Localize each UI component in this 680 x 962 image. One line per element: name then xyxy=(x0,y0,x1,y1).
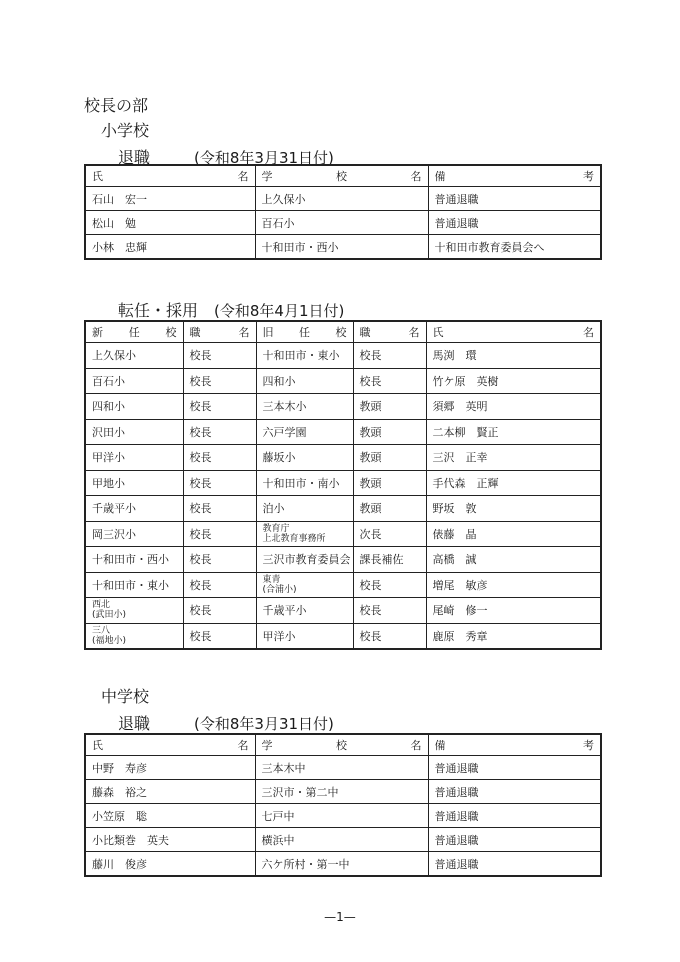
header-char: 備 xyxy=(434,739,446,752)
old-school-cell: 三沢市教育委員会 xyxy=(256,547,353,573)
new-school-cell-main: 西北 xyxy=(92,600,111,611)
heading-elementary-transfer xyxy=(118,298,344,321)
new-school-cell: 十和田市・東小 xyxy=(85,572,183,598)
new-title-cell: 校長 xyxy=(183,394,256,420)
new-title-cell: 校長 xyxy=(183,343,256,369)
school-cell: 六ケ所村・第一中 xyxy=(255,852,428,877)
old-title-cell: 校長 xyxy=(353,343,426,369)
header-char: 名 xyxy=(410,739,422,752)
header-char: 学 xyxy=(261,170,273,183)
table-row xyxy=(85,368,601,394)
table-row xyxy=(85,235,601,260)
new-title-cell: 校長 xyxy=(183,445,256,471)
new-title-cell: 校長 xyxy=(183,419,256,445)
retire-date: (令和8年3月31日付) xyxy=(194,149,334,167)
retire-label: 退職 xyxy=(118,148,151,167)
elementary-retire-table xyxy=(84,164,602,260)
table-row xyxy=(85,623,601,649)
old-school-cell: 三本木小 xyxy=(256,394,353,420)
old-school-cell-sub: (合浦小) xyxy=(262,584,297,595)
table-row xyxy=(85,521,601,547)
table-row xyxy=(85,598,601,624)
table-row xyxy=(85,496,601,522)
header-char: 名 xyxy=(237,739,249,752)
new-title-cell: 校長 xyxy=(183,368,256,394)
header-char: 職 xyxy=(189,326,201,339)
retire-date: (令和8年3月31日付) xyxy=(194,715,334,733)
old-school-cell: 四和小 xyxy=(256,368,353,394)
header-name xyxy=(85,165,255,187)
header-char: 名 xyxy=(238,326,250,339)
header-remarks xyxy=(428,734,601,756)
new-school-cell: 十和田市・西小 xyxy=(85,547,183,573)
new-title-cell: 校長 xyxy=(183,470,256,496)
header-name xyxy=(85,734,255,756)
old-school-cell-sub: 上北教育事務所 xyxy=(262,533,326,544)
remarks-cell: 十和田市教育委員会へ xyxy=(428,235,601,260)
new-school-cell: 沢田小 xyxy=(85,419,183,445)
old-title-cell: 教頭 xyxy=(353,419,426,445)
name-cell: 野坂 敦 xyxy=(426,496,601,522)
new-title-cell: 校長 xyxy=(183,572,256,598)
table-row xyxy=(85,572,601,598)
transfer-date: (令和8年4月1日付) xyxy=(214,302,345,320)
table-row xyxy=(85,828,601,852)
table-header-row xyxy=(85,165,601,187)
header-char: 名 xyxy=(410,170,422,183)
name-cell: 高橋 誠 xyxy=(426,547,601,573)
table-row xyxy=(85,852,601,877)
table-header-row xyxy=(85,734,601,756)
header-char: 任 xyxy=(128,326,140,339)
header-school xyxy=(255,734,428,756)
new-school-cell: 百石小 xyxy=(85,368,183,394)
header-char: 名 xyxy=(237,170,249,183)
header-old-title xyxy=(353,321,426,343)
header-char: 名 xyxy=(583,326,594,339)
new-school-cell: 上久保小 xyxy=(85,343,183,369)
name-cell: 三沢 正幸 xyxy=(426,445,601,471)
transfer-label: 転任・採用 xyxy=(118,301,199,320)
header-char: 校 xyxy=(165,326,177,339)
name-cell: 尾崎 修一 xyxy=(426,598,601,624)
remarks-cell: 普通退職 xyxy=(428,780,601,804)
name-cell: 手代森 正輝 xyxy=(426,470,601,496)
elementary-transfer-table xyxy=(84,320,602,650)
name-cell: 増尾 敏彦 xyxy=(426,572,601,598)
retire-label: 退職 xyxy=(118,714,151,733)
table-row xyxy=(85,547,601,573)
header-old-school xyxy=(256,321,353,343)
old-school-cell: 六戸学園 xyxy=(256,419,353,445)
header-char: 新 xyxy=(92,326,103,339)
old-school-cell xyxy=(256,521,353,547)
old-title-cell: 次長 xyxy=(353,521,426,547)
name-cell: 小林 忠輝 xyxy=(85,235,255,260)
table-row xyxy=(85,343,601,369)
school-cell: 三本木中 xyxy=(255,756,428,780)
old-title-cell: 教頭 xyxy=(353,394,426,420)
old-title-cell: 校長 xyxy=(353,623,426,649)
header-new-school xyxy=(85,321,183,343)
junior-retire-table xyxy=(84,733,602,877)
old-school-cell-main: 東青 xyxy=(262,574,281,585)
table-row xyxy=(85,394,601,420)
header-char: 旧 xyxy=(262,326,274,339)
old-school-cell: 十和田市・東小 xyxy=(256,343,353,369)
table-row xyxy=(85,419,601,445)
old-title-cell: 教頭 xyxy=(353,445,426,471)
old-school-cell: 泊小 xyxy=(256,496,353,522)
header-char: 校 xyxy=(336,739,347,752)
old-title-cell: 校長 xyxy=(353,598,426,624)
header-char: 校 xyxy=(336,170,347,183)
new-school-cell: 四和小 xyxy=(85,394,183,420)
header-char: 学 xyxy=(261,739,273,752)
table-row xyxy=(85,470,601,496)
name-cell: 小笠原 聡 xyxy=(85,804,255,828)
old-school-cell: 千歳平小 xyxy=(256,598,353,624)
header-char: 考 xyxy=(583,739,594,752)
remarks-cell: 普通退職 xyxy=(428,804,601,828)
school-cell: 百石小 xyxy=(255,211,428,235)
new-title-cell: 校長 xyxy=(183,521,256,547)
school-cell: 三沢市・第二中 xyxy=(255,780,428,804)
old-title-cell: 校長 xyxy=(353,368,426,394)
name-cell: 須郷 英明 xyxy=(426,394,601,420)
header-name xyxy=(426,321,601,343)
page-number: —1— xyxy=(324,910,356,924)
header-school xyxy=(255,165,428,187)
new-school-cell: 甲洋小 xyxy=(85,445,183,471)
header-char: 考 xyxy=(583,170,594,183)
new-title-cell: 校長 xyxy=(183,598,256,624)
old-school-cell: 甲洋小 xyxy=(256,623,353,649)
new-school-cell: 千歳平小 xyxy=(85,496,183,522)
new-title-cell: 校長 xyxy=(183,496,256,522)
header-char: 氏 xyxy=(92,739,103,752)
old-title-cell: 校長 xyxy=(353,572,426,598)
table-row xyxy=(85,187,601,211)
header-char: 氏 xyxy=(432,326,444,339)
name-cell: 藤川 俊彦 xyxy=(85,852,255,877)
old-school-cell: 十和田市・南小 xyxy=(256,470,353,496)
header-new-title xyxy=(183,321,256,343)
header-char: 氏 xyxy=(92,170,103,183)
new-school-cell: 甲地小 xyxy=(85,470,183,496)
table-row xyxy=(85,780,601,804)
table-row xyxy=(85,756,601,780)
table-header-row xyxy=(85,321,601,343)
remarks-cell: 普通退職 xyxy=(428,211,601,235)
name-cell: 藤森 裕之 xyxy=(85,780,255,804)
new-school-cell xyxy=(85,598,183,624)
school-cell: 七戸中 xyxy=(255,804,428,828)
name-cell: 松山 勉 xyxy=(85,211,255,235)
remarks-cell: 普通退職 xyxy=(428,187,601,211)
name-cell: 俵藤 晶 xyxy=(426,521,601,547)
old-school-cell xyxy=(256,572,353,598)
name-cell: 鹿原 秀章 xyxy=(426,623,601,649)
school-cell: 十和田市・西小 xyxy=(255,235,428,260)
new-school-cell-main: 三八 xyxy=(92,625,111,636)
old-title-cell: 教頭 xyxy=(353,496,426,522)
remarks-cell: 普通退職 xyxy=(428,852,601,877)
new-school-cell xyxy=(85,623,183,649)
header-char: 備 xyxy=(434,170,446,183)
table-row xyxy=(85,445,601,471)
header-char: 職 xyxy=(359,326,371,339)
name-cell: 馬渕 環 xyxy=(426,343,601,369)
name-cell: 中野 寿彦 xyxy=(85,756,255,780)
heading-junior-retire xyxy=(118,711,334,734)
old-school-cell: 藤坂小 xyxy=(256,445,353,471)
table-row xyxy=(85,211,601,235)
section-title-principals: 校長の部 xyxy=(84,96,149,115)
header-char: 任 xyxy=(299,326,310,339)
name-cell: 竹ケ原 英樹 xyxy=(426,368,601,394)
school-cell: 上久保小 xyxy=(255,187,428,211)
school-cell: 横浜中 xyxy=(255,828,428,852)
old-school-cell-main: 教育庁 xyxy=(262,523,290,534)
table-row xyxy=(85,804,601,828)
subsection-elementary: 小学校 xyxy=(101,121,150,140)
remarks-cell: 普通退職 xyxy=(428,828,601,852)
subsection-junior-high: 中学校 xyxy=(101,687,150,706)
header-char: 校 xyxy=(335,326,347,339)
old-title-cell: 教頭 xyxy=(353,470,426,496)
new-title-cell: 校長 xyxy=(183,547,256,573)
header-remarks xyxy=(428,165,601,187)
new-title-cell: 校長 xyxy=(183,623,256,649)
remarks-cell: 普通退職 xyxy=(428,756,601,780)
new-school-cell: 岡三沢小 xyxy=(85,521,183,547)
name-cell: 石山 宏一 xyxy=(85,187,255,211)
name-cell: 小比類巻 英夫 xyxy=(85,828,255,852)
name-cell: 二本柳 賢正 xyxy=(426,419,601,445)
new-school-cell-sub: (武田小) xyxy=(92,610,127,621)
header-char: 名 xyxy=(408,326,420,339)
new-school-cell-sub: (福地小) xyxy=(92,635,127,646)
old-title-cell: 課長補佐 xyxy=(353,547,426,573)
